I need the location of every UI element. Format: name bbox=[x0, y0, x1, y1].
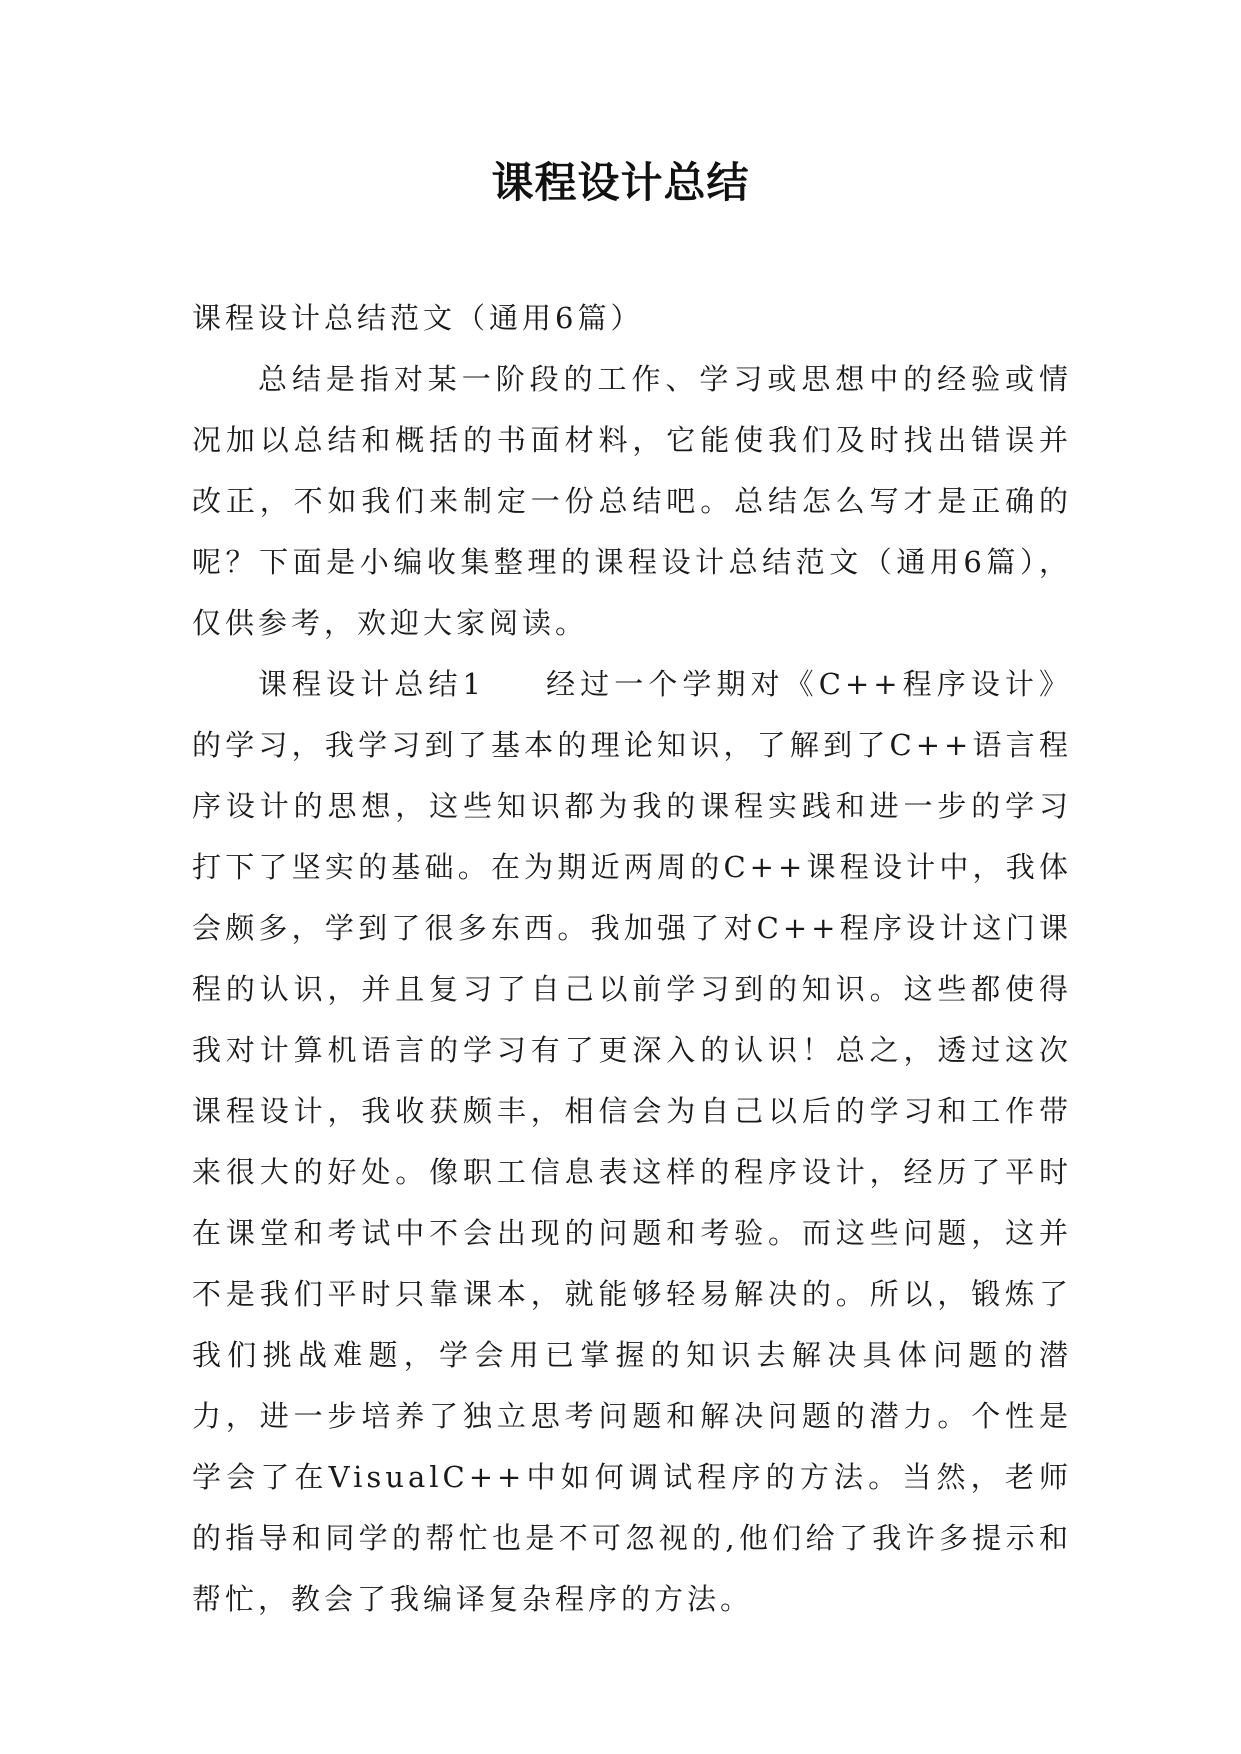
intro-paragraph: 总结是指对某一阶段的工作、学习或思想中的经验或情况加以总结和概括的书面材料，它能使我们及时找出错误并改正，不如我们来制定一份总结吧。总结怎么写才是正确的呢？下面是小编收集整理的课程设计总结范文（通用6篇），仅供参考，欢迎大家阅读。 bbox=[192, 362, 1072, 640]
document-subtitle: 课程设计总结范文（通用6篇） bbox=[192, 301, 644, 335]
section-1-heading: 课程设计总结1 bbox=[258, 667, 485, 701]
section-1-paragraph bbox=[192, 654, 1072, 1630]
section-1-body: 经过一个学期对《C++程序设计》的学习，我学习到了基本的理论知识，了解到了C++语言程序设计的思想，这些知识都为我的课程实践和进一步的学习打下了坚实的基础。在为期近两周的C++课程设计中，我体会颇多，学到了很多东西。我加强了对C++程序设计这门课程的认识，并且复习了自己以前学习到的知识。这些都使得我对计算机语言的学习有了更深入的认识！总之，透过这次课程设计，我收获颇丰，相信会为自己以后的学习和工作带来很大的好处。像职工信息表这样的程序设计，经历了平时在课堂和考试中不会出现的问题和考验。而这些问题，这并不是我们平时只靠课本，就能够轻易解决的。所以，锻炼了我们挑战难题，学会用已掌握的知识去解决具体问题的潜力，进一步培养了独立思考问题和解决问题的潜力。个性是学会了在VisualC++中如何调试程序的方法。当然，老师的指导和同学的帮忙也是不可忽视的,他们给了我许多提示和帮忙，教会了我编译复杂程序的方法。 bbox=[192, 667, 1072, 1616]
document-body bbox=[192, 288, 1072, 1630]
document-title: 课程设计总结 bbox=[491, 158, 750, 207]
